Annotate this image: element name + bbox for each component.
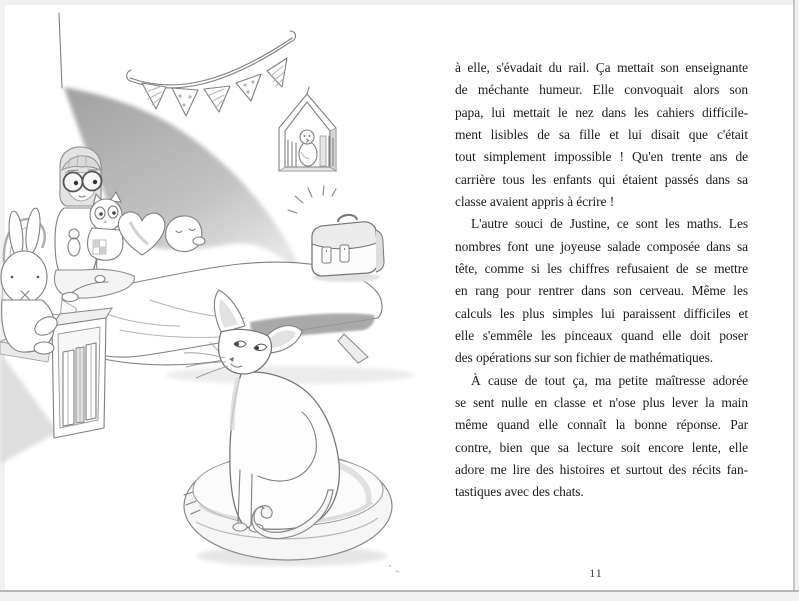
pencil-scribble xyxy=(389,565,399,572)
text-line: calculs les plus simples lui paraissent difficiles et xyxy=(455,305,748,321)
text-line: contre, bien que sa lecture soit encore lente, elle xyxy=(455,439,748,455)
text-line: L'autre souci de Justine, ce sont les maths. Les xyxy=(471,216,748,232)
window-bottom-border xyxy=(0,590,799,592)
text-line: ment lisibles de sa fille et lui disait que c'était xyxy=(455,126,748,142)
text-line: en rang pour rentrer dans son cerveau. Même les xyxy=(455,283,748,299)
bird-figure xyxy=(299,130,317,166)
house-shelf-with-bird xyxy=(279,87,336,171)
text-line: des opérations sur son fichier de mathématiques. xyxy=(455,350,714,366)
text-line: nombres font une joyeuse salade composée dans sa xyxy=(455,238,748,254)
pennant-striped xyxy=(204,86,230,112)
text-line: de méchante humeur. Elle convoquait alors son xyxy=(455,82,748,98)
bunny-plush xyxy=(1,207,60,354)
pennant-striped xyxy=(142,83,166,109)
window-right-border xyxy=(793,0,795,590)
pennant-dotted xyxy=(172,88,198,116)
text-line: adore me lire des histoires et surtout des récits fan- xyxy=(455,461,748,477)
bunting-garland xyxy=(127,31,296,116)
page-number: 11 xyxy=(589,566,603,580)
text-line: elle s'emmêle les pinceaux quand elle doit poser xyxy=(455,327,748,343)
pennant-dotted xyxy=(236,74,261,101)
text-line: tête, comme si les chiffres refusaient de se mettre xyxy=(455,260,748,276)
text-line: À cause de tout ça, ma petite maîtresse adorée xyxy=(471,372,748,388)
text-line: à elle, s'évadait du rail. Ça mettait son enseignante xyxy=(455,60,748,75)
pennant-striped xyxy=(267,58,287,87)
heart-pillow xyxy=(118,212,164,255)
text-line: se sent nulle en classe et n'ose plus lever la main xyxy=(455,394,748,410)
text-line: tout simplement impossible ! Qu'en trente ans de xyxy=(455,149,748,165)
text-line: même quand elle connaît la bonne réponse. Par xyxy=(455,417,748,433)
text-line: tastiques avec des chats. xyxy=(455,484,584,500)
school-satchel xyxy=(312,215,384,282)
text-line: carrière tous les enfants qui étaient passés dans sa xyxy=(455,171,748,187)
page-text xyxy=(455,57,748,504)
text-line: papa, lui mettait le nez dans les cahiers difficile- xyxy=(455,104,748,120)
text-line: classe avaient appris à écrire ! xyxy=(455,193,615,209)
sparkle-lines xyxy=(288,186,336,213)
